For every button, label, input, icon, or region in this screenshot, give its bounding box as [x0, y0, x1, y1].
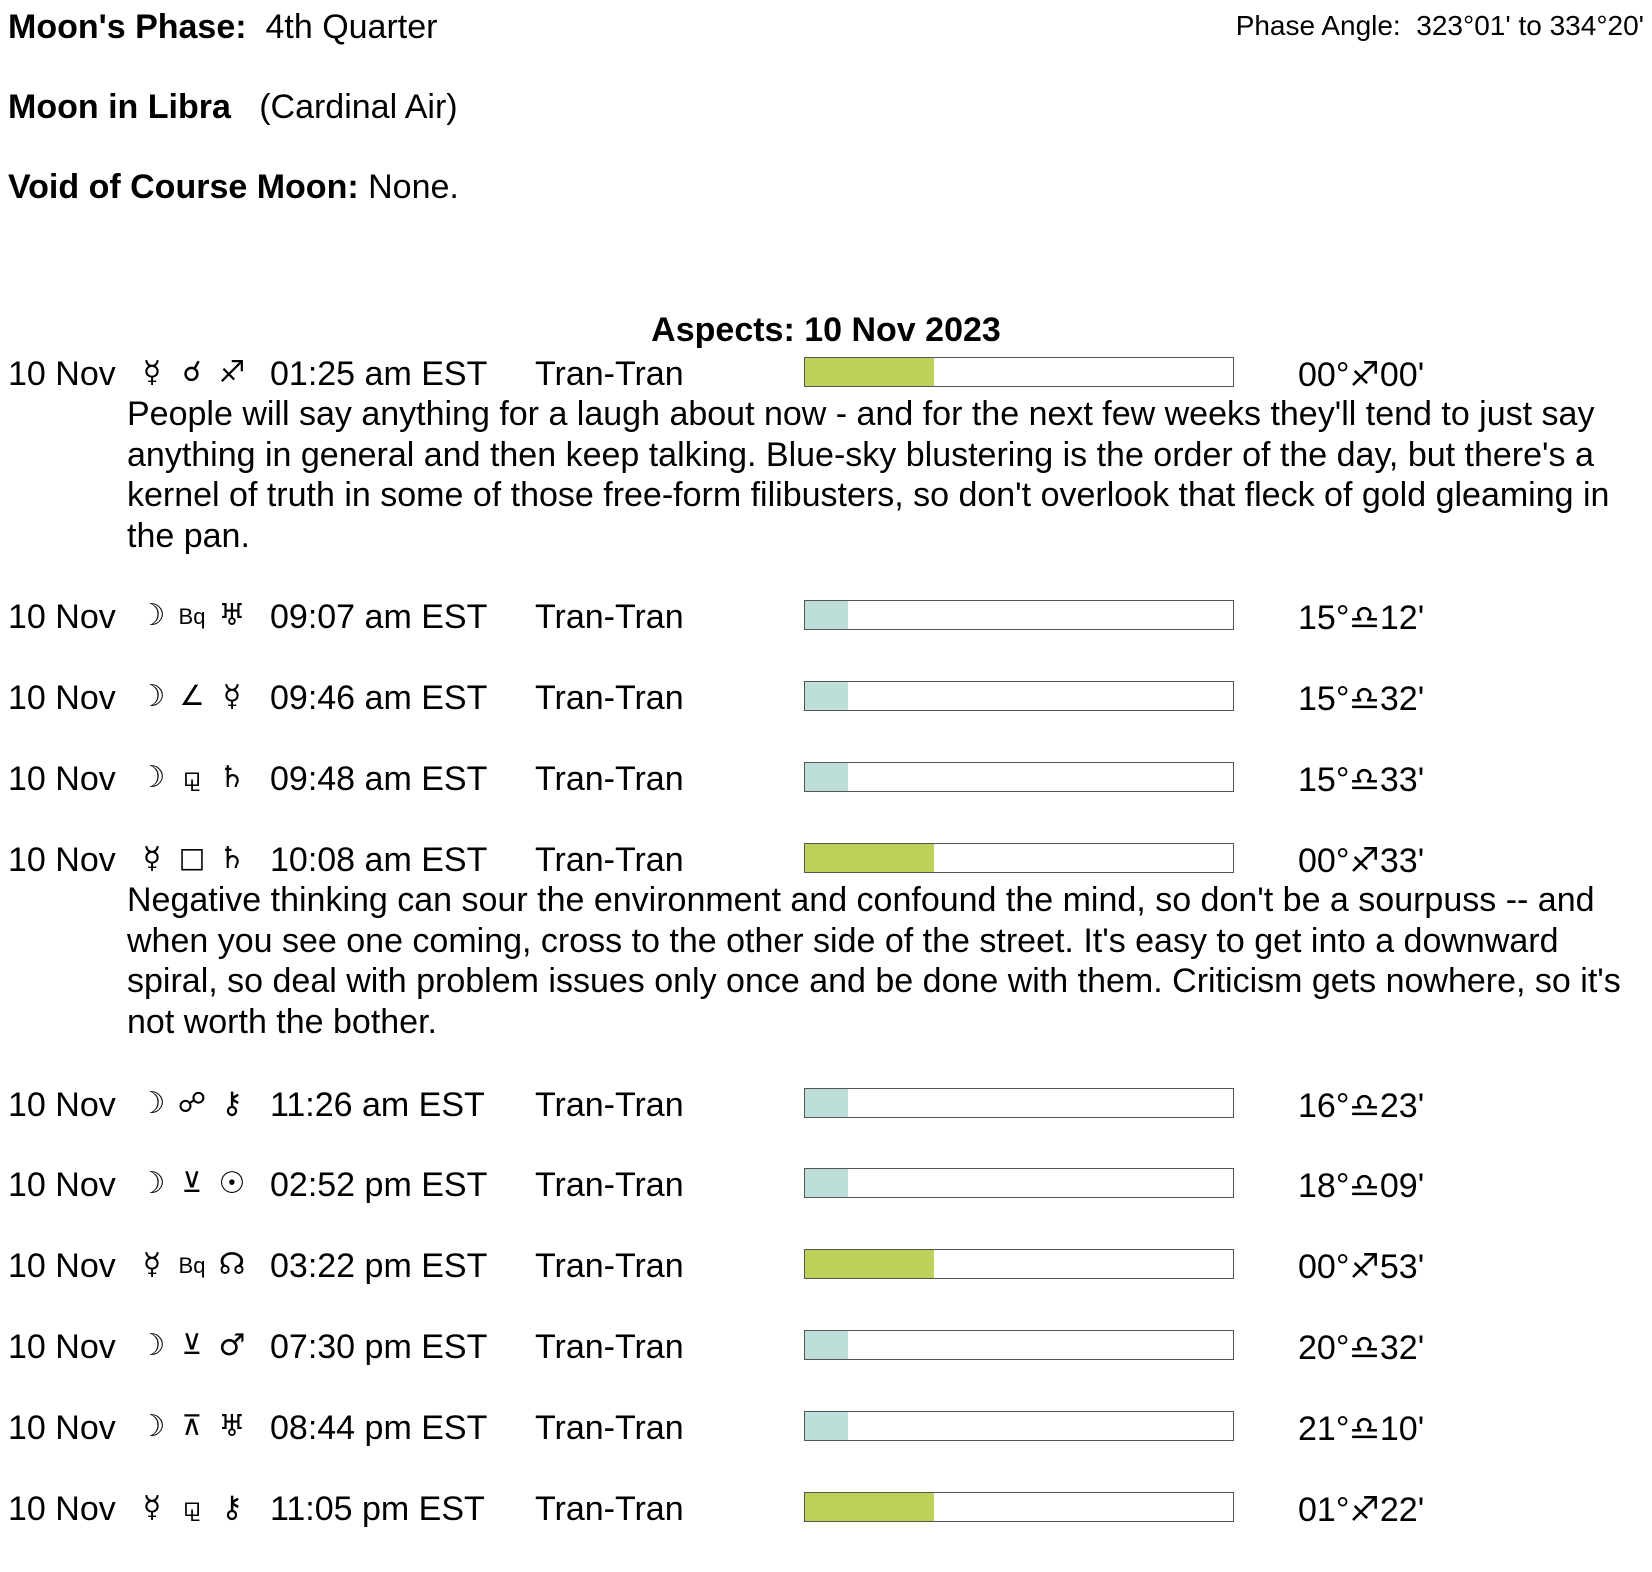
moon-phase-label: Moon's Phase:	[8, 8, 247, 46]
aspect-row	[0, 675, 1652, 719]
aspects-title: Aspects: 10 Nov 2023	[651, 311, 1001, 349]
aspect-type: Tran-Tran	[535, 598, 684, 636]
uranus-icon: ♅	[218, 598, 246, 633]
aspect-row	[0, 351, 1652, 395]
aspect-position: 00°♐53'	[1298, 1248, 1425, 1286]
moon-icon: ☽	[138, 1086, 166, 1121]
quincunx-icon: ⊼	[181, 1409, 203, 1442]
aspect-position: 00°♐33'	[1298, 842, 1425, 880]
aspect-time: 02:52 pm EST	[270, 1166, 488, 1204]
aspect-position: 16°♎23'	[1298, 1087, 1425, 1125]
mercury-icon: ☿	[222, 679, 242, 714]
strength-bar	[804, 1088, 1234, 1118]
aspect-type: Tran-Tran	[535, 1247, 684, 1285]
aspect-type: Tran-Tran	[535, 1490, 684, 1528]
moon-sign-detail: (Cardinal Air)	[259, 88, 458, 126]
saturn-icon: ♄	[218, 760, 246, 795]
aspect-type: Tran-Tran	[535, 1086, 684, 1124]
mercury-icon: ☿	[142, 355, 162, 390]
aspect-time: 10:08 am EST	[270, 841, 488, 879]
void-of-course-line	[8, 168, 459, 207]
strength-bar	[804, 681, 1234, 711]
aspect-type: Tran-Tran	[535, 1409, 684, 1447]
strength-bar-fill	[805, 1331, 848, 1359]
aspect-row	[0, 1082, 1652, 1126]
moon-sign-line	[8, 88, 458, 127]
strength-bar-fill	[805, 763, 848, 791]
aspect-type: Tran-Tran	[535, 1166, 684, 1204]
aspect-row	[0, 594, 1652, 638]
strength-bar-fill	[805, 682, 848, 710]
mars-icon: ♂	[218, 1328, 246, 1363]
strength-bar-fill	[805, 1250, 934, 1278]
aspect-date: 10 Nov	[8, 1166, 116, 1204]
aspect-time: 01:25 am EST	[270, 355, 488, 393]
moon-icon: ☽	[138, 679, 166, 714]
aspect-date: 10 Nov	[8, 1328, 116, 1366]
aspect-position: 21°♎10'	[1298, 1410, 1425, 1448]
moon-icon: ☽	[138, 598, 166, 633]
saturn-icon: ♄	[218, 841, 246, 876]
strength-bar	[804, 1168, 1234, 1198]
strength-bar	[804, 762, 1234, 792]
phase-angle-label: Phase Angle:	[1235, 10, 1401, 41]
strength-bar	[804, 1411, 1234, 1441]
aspect-date: 10 Nov	[8, 679, 116, 717]
aspect-description: Negative thinking can sour the environment and confound the mind, so don't be a sourpuss -- and when you see one coming, cross to the other side of the street. It's easy to get into a downward spiral, so deal with problem issues only once and be done with them. Criticism gets nowhere, so it's not worth the bother.	[127, 881, 1621, 1041]
aspect-time: 09:48 am EST	[270, 760, 488, 798]
phase-angle	[1236, 10, 1644, 42]
strength-bar	[804, 1330, 1234, 1360]
moon-icon: ☽	[138, 1409, 166, 1444]
strength-bar	[804, 600, 1234, 630]
opposition-icon: ☍	[177, 1086, 207, 1119]
strength-bar-fill	[805, 601, 848, 629]
strength-bar-fill	[805, 358, 934, 386]
semisextile-icon: ⊻	[181, 1328, 203, 1361]
aspect-time: 08:44 pm EST	[270, 1409, 488, 1447]
aspect-row	[0, 1405, 1652, 1449]
aspect-date: 10 Nov	[8, 598, 116, 636]
aspect-date: 10 Nov	[8, 760, 116, 798]
moon-icon: ☽	[138, 1328, 166, 1363]
aspect-time: 11:26 am EST	[270, 1086, 485, 1124]
aspect-position: 15°♎33'	[1298, 761, 1425, 799]
aspect-time: 09:07 am EST	[270, 598, 488, 636]
aspect-type: Tran-Tran	[535, 760, 684, 798]
aspect-date: 10 Nov	[8, 1247, 116, 1285]
sesquiquadrate-icon: ⚼	[182, 760, 202, 793]
sesquiquadrate-icon: ⚼	[182, 1490, 202, 1523]
aspect-time: 11:05 pm EST	[270, 1490, 485, 1528]
square-icon: □	[178, 841, 206, 874]
chiron-icon: ⚷	[221, 1490, 243, 1525]
conjunction-icon: ☌	[182, 355, 202, 388]
aspect-time: 09:46 am EST	[270, 679, 488, 717]
strength-bar-fill	[805, 1493, 934, 1521]
aspect-position: 20°♎32'	[1298, 1329, 1425, 1367]
semisquare-icon: ∠	[179, 679, 205, 712]
aspect-row	[0, 837, 1652, 881]
moon-sign-label: Moon in Libra	[8, 88, 231, 126]
strength-bar-fill	[805, 1089, 848, 1117]
aspect-position: 18°♎09'	[1298, 1167, 1425, 1205]
aspect-position: 15°♎32'	[1298, 680, 1425, 718]
strength-bar	[804, 1249, 1234, 1279]
aspect-row	[0, 1162, 1652, 1206]
phase-angle-value: 323°01' to 334°20'	[1416, 10, 1644, 41]
aspect-position: 01°♐22'	[1298, 1491, 1425, 1529]
aspect-type: Tran-Tran	[535, 1328, 684, 1366]
aspect-position: 15°♎12'	[1298, 599, 1425, 637]
aspect-date: 10 Nov	[8, 355, 116, 393]
mercury-icon: ☿	[142, 841, 162, 876]
aspect-type: Tran-Tran	[535, 679, 684, 717]
void-of-course-label: Void of Course Moon:	[8, 168, 359, 206]
biquintile-icon: Bq	[178, 1253, 206, 1278]
strength-bar-fill	[805, 1412, 848, 1440]
aspect-date: 10 Nov	[8, 1490, 116, 1528]
aspect-date: 10 Nov	[8, 841, 116, 879]
aspect-time: 03:22 pm EST	[270, 1247, 488, 1285]
semisextile-icon: ⊻	[181, 1166, 203, 1199]
sun-icon: ☉	[218, 1166, 246, 1201]
aspect-time: 07:30 pm EST	[270, 1328, 488, 1366]
aspect-date: 10 Nov	[8, 1409, 116, 1447]
moon-phase-value: 4th Quarter	[265, 8, 438, 46]
aspect-row	[0, 1243, 1652, 1287]
aspect-row	[0, 1324, 1652, 1368]
north-node-icon: ☊	[218, 1247, 246, 1282]
strength-bar-fill	[805, 1169, 848, 1197]
strength-bar	[804, 357, 1234, 387]
aspect-date: 10 Nov	[8, 1086, 116, 1124]
strength-bar	[804, 1492, 1234, 1522]
chiron-icon: ⚷	[221, 1086, 243, 1121]
aspect-type: Tran-Tran	[535, 355, 684, 393]
biquintile-icon: Bq	[178, 604, 206, 629]
aspect-position: 00°♐00'	[1298, 356, 1425, 394]
uranus-icon: ♅	[218, 1409, 246, 1444]
aspect-description: People will say anything for a laugh about now - and for the next few weeks they'll tend to just say anything in general and then keep talking. Blue-sky blustering is the order of the day, but there's a kernel of truth in some of those free-form filibusters, so don't overlook that fleck of gold gleaming in the pan.	[127, 395, 1610, 555]
aspect-row	[0, 1486, 1652, 1530]
sagittarius-icon: ♐	[218, 355, 246, 390]
mercury-icon: ☿	[142, 1247, 162, 1282]
moon-icon: ☽	[138, 760, 166, 795]
moon-phase-line	[8, 8, 437, 47]
aspect-row	[0, 756, 1652, 800]
void-of-course-value: None.	[368, 168, 459, 206]
moon-icon: ☽	[138, 1166, 166, 1201]
mercury-icon: ☿	[142, 1490, 162, 1525]
strength-bar-fill	[805, 844, 934, 872]
aspect-type: Tran-Tran	[535, 841, 684, 879]
strength-bar	[804, 843, 1234, 873]
